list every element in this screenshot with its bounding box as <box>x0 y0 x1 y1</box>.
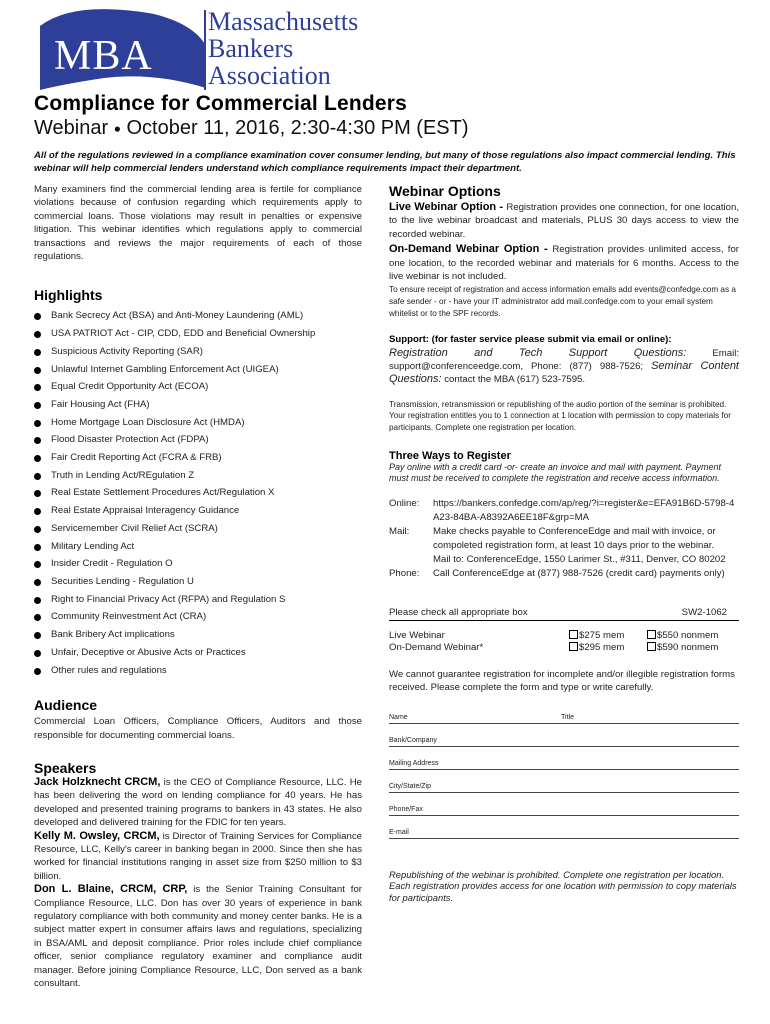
register-methods <box>389 497 739 581</box>
speaker-name: Jack Holzknecht CRCM, <box>34 776 161 789</box>
association-name-line: Association <box>208 61 331 90</box>
list-item-text: Military Lending Act <box>51 540 135 552</box>
nonmember-price: $590 nonmem <box>657 641 719 653</box>
ondemand-option-text: Registration provides unlimited access, for one location, to the recorded webinar and materials for 6 months. Access to the live webinar is not included. <box>389 244 739 283</box>
method-label: Online: <box>389 497 420 509</box>
content-support-text: contact the MBA (617) 523-7595. <box>441 374 586 386</box>
list-item-text: Suspicious Activity Reporting (SAR) <box>51 345 203 357</box>
logo-abbreviation: MBA <box>54 33 153 79</box>
mailing-address-field[interactable] <box>389 747 739 770</box>
subtitle <box>34 117 469 140</box>
subtitle-datetime: October 11, 2016, 2:30-4:30 PM (EST) <box>126 117 469 139</box>
bullet-icon <box>34 420 41 427</box>
form-header-row <box>389 607 739 621</box>
speaker-bio-text: is the CEO of Compliance Resource, LLC. He has been delivering the word on lending compliance for 40 years. He has developed and presented training programs to bankers in 43 states. He also developed and delivered training for the FDIC for ten years. <box>34 777 362 829</box>
speaker-name: Kelly M. Owsley, CRCM, <box>34 829 160 842</box>
reg-support-label: Registration and Tech Support Questions: <box>389 346 687 359</box>
overview-paragraph: Many examiners find the commercial lending area is fertile for compliance violations because of confusion regarding which requirements apply to commercial loans. Those violations may result in penalties or expensive litigation. This webinar identifies which regulations apply to commercial transactions and reviews the major requirements of each of those regulations. <box>34 184 362 263</box>
register-method-phone <box>389 567 739 581</box>
field-label: City/State/Zip <box>389 782 432 790</box>
checkbox-icon[interactable] <box>569 642 578 651</box>
speaker-bio <box>34 830 362 884</box>
support-heading: Support: (for faster service please submit via email or online): <box>389 334 672 346</box>
bullet-icon <box>34 650 41 657</box>
field-label: Name <box>389 713 408 721</box>
list-item-text: Insider Credit - Regulation O <box>51 558 173 570</box>
list-item-text: Real Estate Settlement Procedures Act/Regulation X <box>51 487 275 499</box>
bank-company-field[interactable] <box>389 724 739 747</box>
list-item-text: Other rules and regulations <box>51 664 167 676</box>
list-item <box>34 591 362 609</box>
form-code: SW2-1062 <box>681 606 727 618</box>
method-label: Mail: <box>389 525 410 537</box>
register-method-mail-address <box>389 553 739 567</box>
transmission-note: Transmission, retransmission or republishing of the audio portion of the seminar is prohibited. Your registration entitles you to 1 connection at 1 location with permission to copy materials for participants. Complete one registration per location. <box>389 399 731 433</box>
list-item <box>34 502 362 520</box>
list-item <box>34 538 362 556</box>
list-item <box>34 431 362 449</box>
list-item <box>34 414 362 432</box>
intro-paragraph: All of the regulations reviewed in a compliance examination cover consumer lending, but many of those regulations also impact commercial lending. This webinar will help commercial lenders understand which compliance requirements impact their department. <box>34 150 736 174</box>
speaker-bio <box>34 776 362 830</box>
list-item-text: Community Reinvestment Act (CRA) <box>51 611 207 623</box>
list-item-text: Fair Housing Act (FHA) <box>51 398 150 410</box>
association-name-line: Massachusetts <box>208 7 359 36</box>
member-price: $275 mem <box>579 629 625 641</box>
speaker-bio <box>34 883 362 990</box>
email-safe-sender-note: To ensure receipt of registration and access information emails add events@confedge.com as a safe sender - or - have your IT administrator add mail.confedge.com to your email system whitelist or to the SPF records. <box>389 285 736 318</box>
member-price-option[interactable] <box>569 630 647 642</box>
field-label: E-mail <box>389 828 409 836</box>
bullet-icon <box>34 508 41 515</box>
bullet-icon <box>34 544 41 551</box>
header <box>34 6 734 92</box>
list-item-text: Home Mortgage Loan Disclosure Act (HMDA) <box>51 416 245 428</box>
registration-form-fields <box>389 701 739 839</box>
list-item <box>34 449 362 467</box>
speaker-bio-text: is the Senior Training Consultant for Compliance Resource, LLC. Don has over 30 years of experience in bank regulatory compliance with both community and money center banks. He is a subject matter expert in consumer affairs laws and regulations, specializing in BSA/AML and deposit compliance. Prior roles include chief compliance officer, senior compliance regulatory examiner and compliance audit manager. Before joining Compliance Resource, LLC, Don served as a bank consultant. <box>34 884 362 990</box>
highlights-list <box>34 307 362 679</box>
bullet-icon <box>34 490 41 497</box>
list-item-text: Equal Credit Opportunity Act (ECOA) <box>51 381 209 393</box>
bullet-icon <box>34 473 41 480</box>
list-item <box>34 361 362 379</box>
bullet-icon <box>34 579 41 586</box>
list-item-text: Bank Bribery Act implications <box>51 629 175 641</box>
bullet-icon <box>34 668 41 675</box>
bullet-icon <box>34 367 41 374</box>
bullet-icon <box>34 455 41 462</box>
ondemand-webinar-option <box>389 243 739 283</box>
association-name <box>208 8 358 89</box>
field-label: Bank/Company <box>389 736 437 744</box>
subtitle-bullet: ● <box>113 121 121 136</box>
list-item-text: USA PATRIOT Act - CIP, CDD, EDD and Beneficial Ownership <box>51 328 316 340</box>
webinar-options-heading: Webinar Options <box>389 183 501 199</box>
list-item <box>34 520 362 538</box>
list-item <box>34 325 362 343</box>
list-item <box>34 608 362 626</box>
list-item <box>34 467 362 485</box>
list-item-text: Securities Lending - Regulation U <box>51 575 194 587</box>
bullet-icon <box>34 331 41 338</box>
field-label: Phone/Fax <box>389 805 423 813</box>
list-item <box>34 484 362 502</box>
nonmember-price-option[interactable] <box>647 642 737 654</box>
page-title: Compliance for Commercial Lenders <box>34 92 408 115</box>
checkbox-icon[interactable] <box>569 630 578 639</box>
option-name: Live Webinar <box>389 629 445 641</box>
register-method-online <box>389 497 739 525</box>
list-item <box>34 307 362 325</box>
nonmember-price-option[interactable] <box>647 630 737 642</box>
method-label: Phone: <box>389 567 420 579</box>
list-item-text: Real Estate Appraisal Interagency Guidance <box>51 505 240 517</box>
bullet-icon <box>34 561 41 568</box>
member-price-option[interactable] <box>569 642 647 654</box>
checkbox-icon[interactable] <box>647 630 656 639</box>
list-item <box>34 343 362 361</box>
republishing-note: Republishing of the webinar is prohibited. Complete one registration per location. Each registration provides access for one location with permission to copy materials for participants. <box>389 868 737 903</box>
bullet-icon <box>34 597 41 604</box>
list-item-text: Right to Financial Privacy Act (RFPA) and Regulation S <box>51 593 286 605</box>
list-item <box>34 662 362 680</box>
ondemand-option-title: On-Demand Webinar Option - <box>389 243 553 256</box>
check-instruction: Please check all appropriate box <box>389 606 528 618</box>
bullet-icon <box>34 614 41 621</box>
audience-text: Commercial Loan Officers, Compliance Officers, Auditors and those responsible for documenting commercial loans. <box>34 716 362 741</box>
email-field[interactable] <box>389 816 739 839</box>
list-item-text: Flood Disaster Protection Act (FDPA) <box>51 434 209 446</box>
list-item-text: Fair Credit Reporting Act (FCRA & FRB) <box>51 452 222 464</box>
left-column <box>34 183 362 991</box>
method-text: Mail to: ConferenceEdge, 1550 Larimer St., #311, Denver, CO 80202 <box>433 553 726 565</box>
option-name: On-Demand Webinar* <box>389 641 484 653</box>
member-price: $295 mem <box>579 641 625 653</box>
speaker-name: Don L. Blaine, CRCM, CRP, <box>34 883 188 896</box>
registration-link[interactable]: https://bankers.confedge.com/ap/reg/?i=register&e=EFA91B6D-5798-4A23-84BA-A8392A6EE18F&grp=MA <box>433 497 735 523</box>
field-label: Mailing Address <box>389 759 439 767</box>
live-option-text: Registration provides one connection, for one location, to the live webinar broadcast and materials, PLUS 30 days access to view the recorded webinar. <box>389 202 739 240</box>
bullet-icon <box>34 402 41 409</box>
list-item <box>34 644 362 662</box>
list-item-text: Servicemember Civil Relief Act (SCRA) <box>51 522 218 534</box>
checkbox-icon[interactable] <box>647 642 656 651</box>
method-label <box>389 553 433 567</box>
list-item <box>34 378 362 396</box>
method-text: Make checks payable to ConferenceEdge and mail with invoice, or compoleted registration form, at least 10 days prior to the webinar. <box>433 525 716 551</box>
list-item-text: Unfair, Deceptive or Abusive Acts or Practices <box>51 646 246 658</box>
nonmember-price: $550 nonmem <box>657 629 719 641</box>
list-item-text: Unlawful Internet Gambling Enforcement Act (UIGEA) <box>51 363 279 375</box>
list-item <box>34 555 362 573</box>
bullet-icon <box>34 632 41 639</box>
price-options <box>389 630 739 654</box>
bullet-icon <box>34 349 41 356</box>
live-option-title: Live Webinar Option - <box>389 201 507 213</box>
subtitle-kind: Webinar <box>34 117 109 139</box>
bullet-icon <box>34 384 41 391</box>
list-item-text: Truth in Lending Act/REgulation Z <box>51 469 195 481</box>
name-title-field[interactable] <box>389 701 739 724</box>
speakers-heading: Speakers <box>34 760 97 777</box>
right-column <box>389 183 739 903</box>
support-details <box>389 347 739 387</box>
registration-guarantee: We cannot guarantee registration for incomplete and/or illegible registration forms received. Please complete the form and type or write carefully. <box>389 668 735 694</box>
list-item <box>34 573 362 591</box>
bullet-icon <box>34 313 41 320</box>
logo-divider <box>204 10 206 90</box>
register-note: Pay online with a credit card -or- create an invoice and mail with payment. Payment must must be received to complete the registration and receive access information. <box>389 461 721 484</box>
city-state-zip-field[interactable] <box>389 770 739 793</box>
register-heading: Three Ways to Register <box>389 449 511 462</box>
bullet-icon <box>34 437 41 444</box>
content-support-label: Seminar Content Questions: <box>389 360 739 386</box>
field-label: Title <box>561 713 574 721</box>
list-item <box>34 396 362 414</box>
list-item <box>34 626 362 644</box>
speaker-bio-text: is Director of Training Services for Compliance Resource, LLC, Kelly's career in banking began in 2000. Since then she has worked for financial institutions ranging in asset size from $250 million to $3 billion. <box>34 830 362 882</box>
reg-support-text: Email: support@conferenceedge.com, Phone: (877) 988-7526; <box>389 347 740 373</box>
method-text: Call ConferenceEdge at (877) 988-7526 (credit card) payments only) <box>433 567 725 579</box>
list-item-text: Bank Secrecy Act (BSA) and Anti-Money Laundering (AML) <box>51 310 304 322</box>
association-name-line: Bankers <box>208 34 294 63</box>
highlights-heading: Highlights <box>34 287 103 304</box>
live-webinar-option <box>389 201 739 241</box>
audience-heading: Audience <box>34 697 98 714</box>
phone-fax-field[interactable] <box>389 793 739 816</box>
bullet-icon <box>34 526 41 533</box>
register-method-mail <box>389 525 739 553</box>
